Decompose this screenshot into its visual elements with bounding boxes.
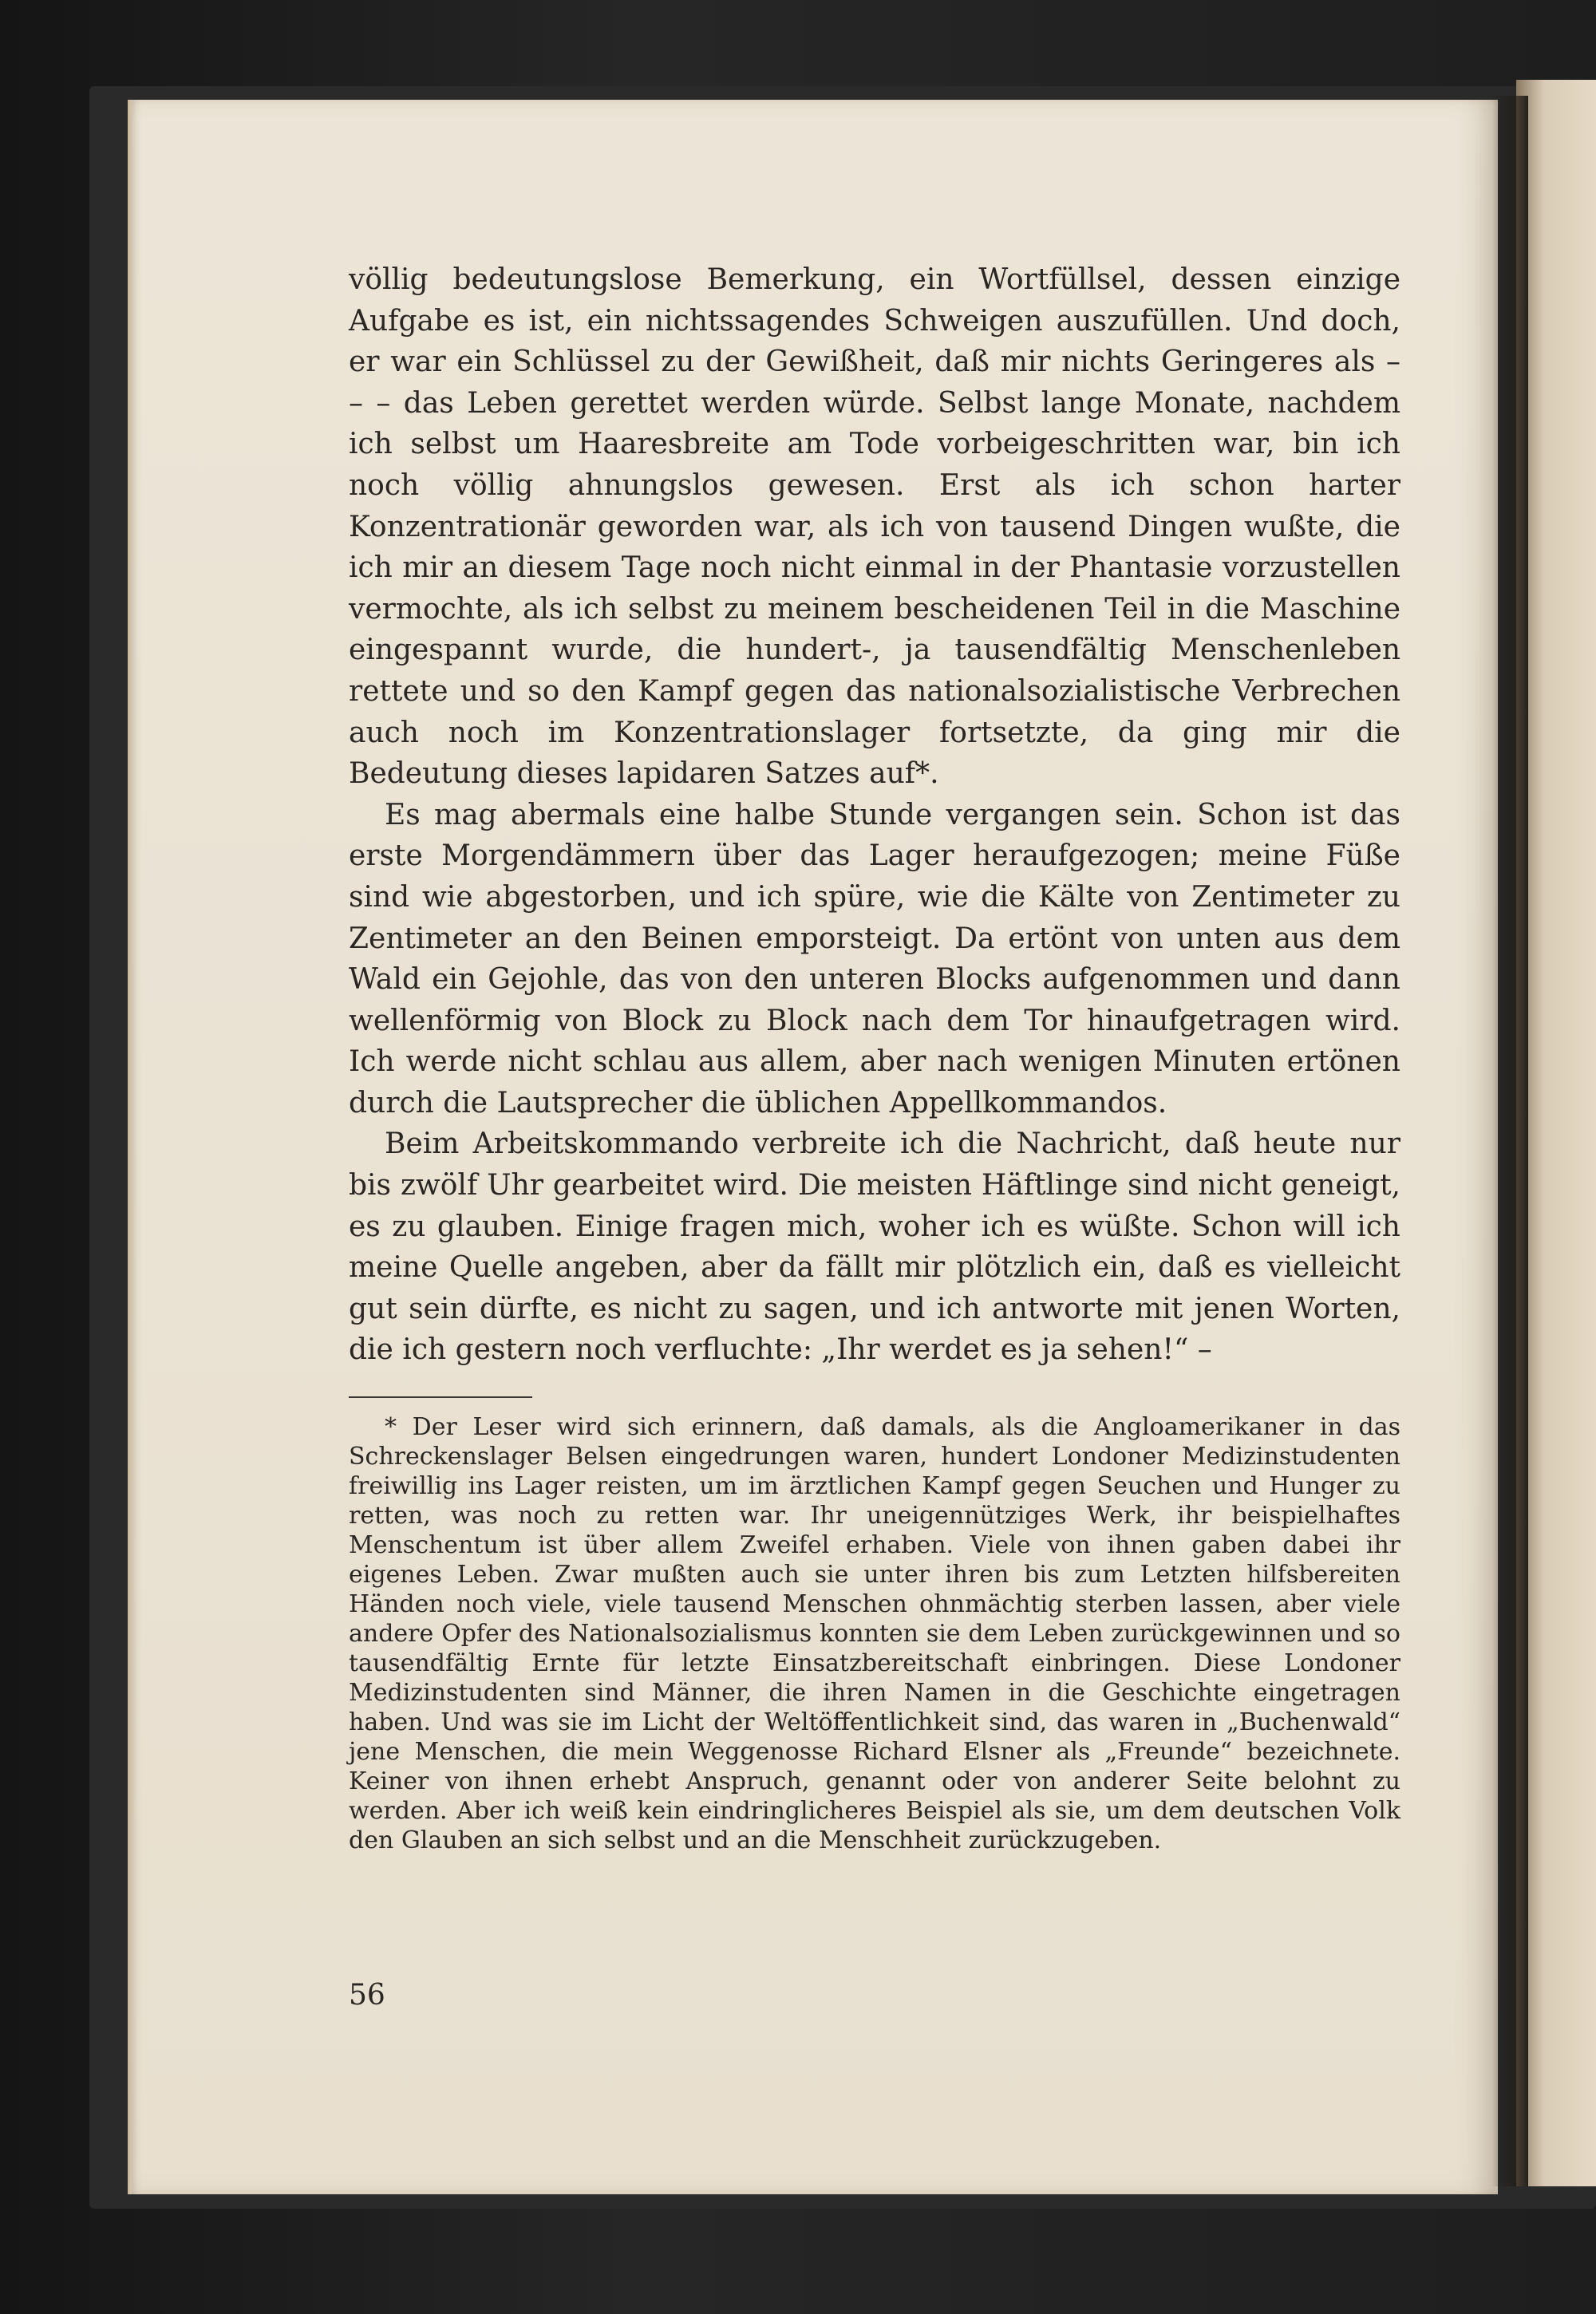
paragraph-1: völlig bedeutungslose Bemerkung, ein Wortfüllsel, dessen einzige Aufgabe es ist, ein nichtssagendes Schweigen auszufüllen. Und doch, er war ein Schlüssel zu der Gewißheit, daß mir nichts Geringeres als – – – das Leben gerettet werden würde. Selbst lange Monate, nachdem ich selbst um Haaresbreite am Tode vorbeigeschritten war, bin ich noch völlig ahnungslos gewesen. Erst als ich schon harter Konzentrationär geworden war, als ich von tausend Dingen wußte, die ich mir an diesem Tage noch nicht einmal in der Phantasie vorzustellen vermochte, als ich selbst zu meinem bescheidenen Teil in die Maschine eingespannt wurde, die hundert-, ja tausendfältig Menschenleben rettete und so den Kampf gegen das nationalsozialistische Verbrechen auch noch im Konzentrationslager fortsetzte, da ging mir die Bedeutung dieses lapidaren Satzes auf*. [349, 263, 1400, 791]
footnote: * Der Leser wird sich erinnern, daß damals, als die Angloamerikaner in das Schreckenslager Belsen eingedrungen waren, hundert Londoner Medizinstudenten freiwillig ins Lager reisten, um im ärztlichen Kampf gegen Seuchen und Hunger zu retten, was noch zu retten war. Ihr uneigennütziges Werk, ihr beispielhaftes Menschentum ist über allem Zweifel erhaben. Viele von ihnen gaben dabei ihr eigenes Leben. Zwar mußten auch sie unter ihren bis zum Letzten hilfsbereiten Händen noch viele, viele tausend Menschen ohnmächtig sterben lassen, aber viele andere Opfer des Nationalsozialismus konnten sie dem Leben zurückgewinnen und so tausendfältig Ernte für letzte Einsatzbereitschaft einbringen. Diese Londoner Medizinstudenten sind Männer, die ihren Namen in die Geschichte eingetragen haben. Und was sie im Licht der Weltöffentlichkeit sind, das waren in „Buchenwald“ jene Menschen, die mein Weggenosse Richard Elsner als „Freunde“ bezeichnete. Keiner von ihnen erhebt Anspruch, genannt oder von anderer Seite belohnt zu werden. Aber ich weiß kein eindringlicheres Beispiel als sie, um dem deutschen Volk den Glauben an sich selbst und an die Menschheit zurückzugeben. [349, 1413, 1400, 1855]
paragraph-2: Es mag abermals eine halbe Stunde vergangen sein. Schon ist das erste Morgendämmern über das Lager heraufgezogen; meine Füße sind wie abgestorben, und ich spüre, wie die Kälte von Zentimeter zu Zentimeter an den Beinen emporsteigt. Da ertönt von unten aus dem Wald ein Gejohle, das von den unteren Blocks aufgenommen und dann wellenförmig von Block zu Block nach dem Tor hinaufgetragen wird. Ich werde nicht schlau aus allem, aber nach wenigen Minuten ertönen durch die Lautsprecher die üblichen Appellkommandos. [349, 798, 1400, 1119]
paragraph-3: Beim Arbeitskommando verbreite ich die Nachricht, daß heute nur bis zwölf Uhr gearbeitet wird. Die meisten Häftlinge sind nicht geneigt, es zu glauben. Einige fragen mich, woher ich es wüßte. Schon will ich meine Quelle angeben, aber da fällt mir plötzlich ein, daß es vielleicht gut sein dürfte, es nicht zu sagen, und ich antworte mit jenen Worten, die ich gestern noch verfluchte: „Ihr werdet es ja sehen!“ – [349, 1127, 1400, 1367]
footnote-divider [349, 1396, 532, 1398]
facing-page-edge [1516, 80, 1596, 2186]
page-number: 56 [349, 1979, 385, 2012]
body-text [349, 259, 1400, 1371]
page-text [349, 259, 1400, 1855]
spine-shadow [1492, 96, 1528, 2186]
